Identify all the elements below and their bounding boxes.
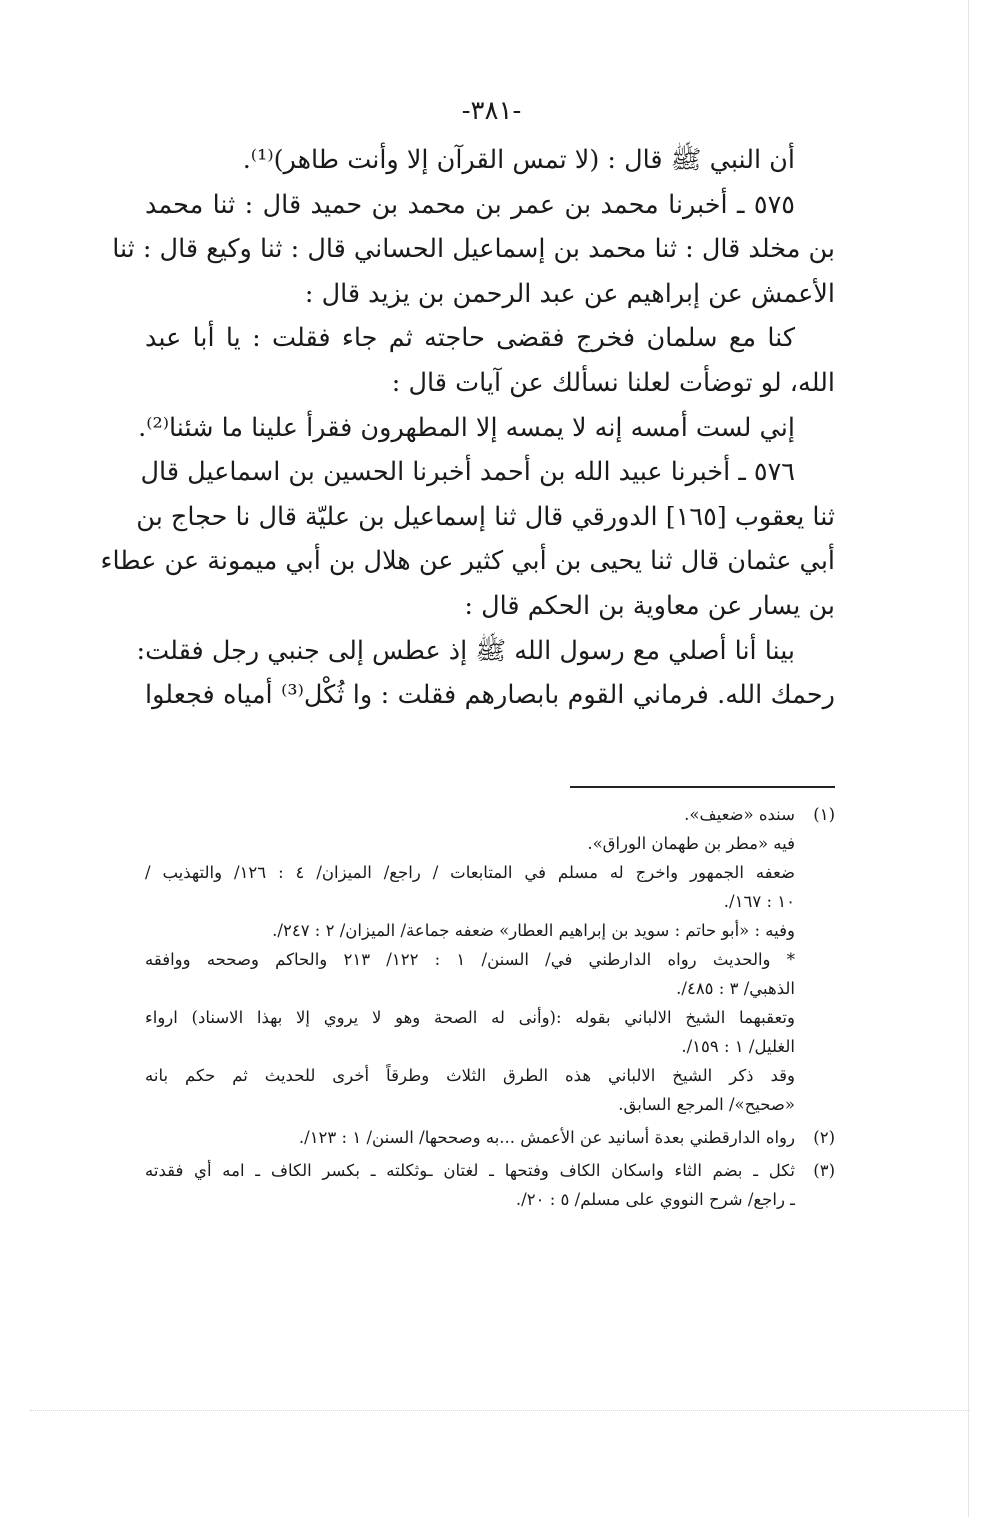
footnote-line: وفيه : «أبو حاتم : سويد بن إبراهيم العطار» ضعفه جماعة/ الميزان/ ٢ : ٢٤٧/.	[272, 921, 795, 940]
footnote-marker: (١)	[813, 805, 835, 824]
footnote-line: ضعفه الجمهور واخرج له مسلم في المتابعات / راجع/ الميزان/ ٤ : ١٢٦/ والتهذيب /	[145, 863, 795, 882]
footnote-line: الغليل/ ١ : ١٥٩/.	[681, 1037, 795, 1056]
scan-edge-line	[968, 0, 969, 1517]
text-line: أبي عثمان قال ثنا يحيى بن أبي كثير عن هلال بن أبي ميمونة عن عطاء	[100, 546, 835, 577]
text-line: إني لست أمسه إنه لا يمسه إلا المطهرون فقرأ علينا ما شئنا⁽²⁾.	[138, 412, 795, 443]
text-line: أن النبي ﷺ قال : (لا تمس القرآن إلا وأنت طاهر)⁽¹⁾.	[242, 145, 795, 175]
text-line: كنا مع سلمان فخرج فقضى حاجته ثم جاء فقلت : يا أبا عبد	[145, 323, 795, 354]
footnote-marker: (٢)	[813, 1128, 835, 1147]
footnote-1	[145, 800, 835, 1119]
footnote-line	[145, 1123, 835, 1152]
text-line: بن مخلد قال : ثنا محمد بن إسماعيل الحساني قال : ثنا وكيع قال : ثنا	[112, 234, 835, 265]
footnote-line: ١٠ : ١٦٧/.	[723, 892, 795, 911]
text-line: ثنا يعقوب [١٦٥] الدورقي قال ثنا إسماعيل بن عليّة قال نا حجاج بن	[136, 501, 835, 532]
footnote-marker: (٣)	[813, 1161, 835, 1180]
text-line: رحمك الله. فرماني القوم بابصارهم فقلت : وا ثُكْل⁽³⁾ أمياه فجعلوا	[145, 680, 835, 711]
main-text-body	[100, 138, 835, 718]
footnote-text: ثكل ـ بضم الثاء واسكان الكاف وفتحها ـ لغتان ـوثكلته ـ بكسر الكاف ـ امه أي فقدته	[145, 1161, 795, 1180]
text-line: الأعمش عن إبراهيم عن عبد الرحمن بن يزيد قال :	[304, 278, 835, 309]
footnote-3	[145, 1156, 835, 1214]
footnote-line: فيه «مطر بن طهمان الوراق».	[587, 834, 795, 853]
footnote-text: سنده «ضعيف».	[684, 805, 795, 824]
text-line: بن يسار عن معاوية بن الحكم قال :	[464, 590, 835, 621]
footnotes	[145, 800, 835, 1218]
text-line: ٥٧٥ ـ أخبرنا محمد بن عمر بن محمد بن حميد قال : ثنا محمد	[145, 189, 795, 220]
footnote-line: الذهبي/ ٣ : ٤٨٥/.	[676, 979, 795, 998]
footnote-line: وتعقبهما الشيخ الالباني بقوله :(وأنى له الصحة وهو لا يروي إلا بهذا الاسناد) ارواء	[145, 1008, 795, 1027]
text-line: بينا أنا أصلي مع رسول الله ﷺ إذ عطس إلى جنبي رجل فقلت:	[136, 635, 795, 666]
footnote-line: «صحيح»/ المرجع السابق.	[618, 1095, 795, 1114]
footnote-line: * والحديث رواه الدارطني في/ السنن/ ١ : ١٢٢/ ٢١٣ والحاكم وصححه ووافقه	[145, 950, 795, 969]
footnote-2	[145, 1123, 835, 1152]
footnote-line: ـ راجع/ شرح النووي على مسلم/ ٥ : ٢٠/.	[515, 1190, 795, 1209]
scan-bottom-line	[30, 1410, 970, 1411]
text-line: الله، لو توضأت لعلنا نسألك عن آيات قال :	[391, 367, 835, 398]
text-line: ٥٧٦ ـ أخبرنا عبيد الله بن أحمد أخبرنا الحسين بن اسماعيل قال	[140, 457, 795, 488]
page-number: -٣٨١-	[461, 96, 522, 126]
footnote-text: رواه الدارقطني بعدة أسانيد عن الأعمش ...به وصححها/ السنن/ ١ : ١٢٣/.	[298, 1128, 795, 1147]
footnote-separator	[570, 786, 835, 788]
footnote-line	[145, 1156, 835, 1185]
footnote-line: وقد ذكر الشيخ الالباني هذه الطرق الثلاث وطرقاً أخرى للحديث ثم حكم بانه	[145, 1066, 795, 1085]
footnote-line	[145, 800, 835, 829]
